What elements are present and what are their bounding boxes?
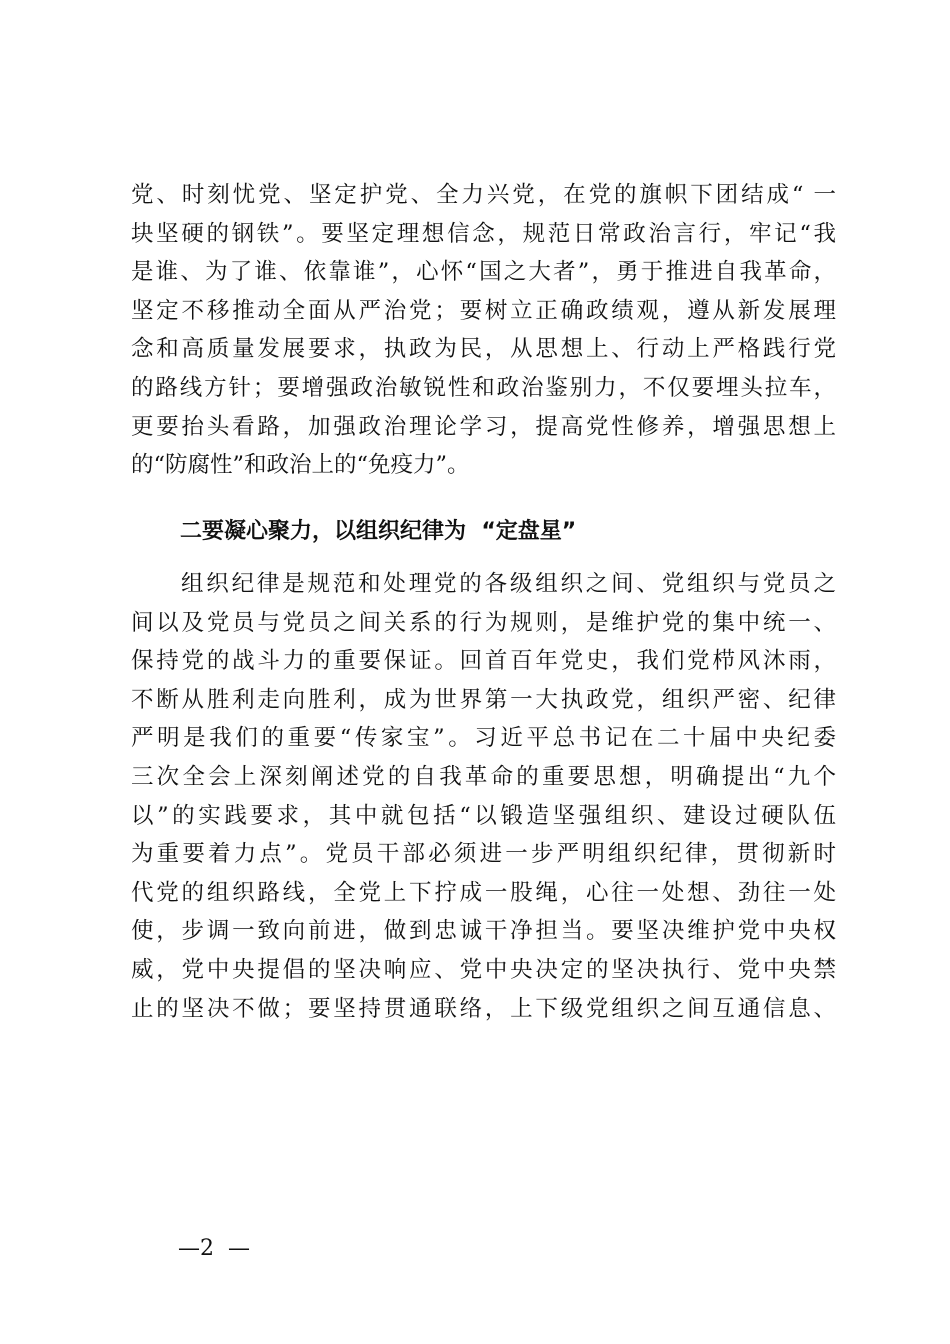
paragraph-line: 止的坚决不做；要坚持贯通联络，上下级党组织之间互通信息、: [131, 995, 836, 1022]
paragraph-line: 不断从胜利走向胜利，成为世界第一大执政党，组织严密、纪律: [131, 686, 836, 713]
paragraph-line: 间以及党员与党员之间关系的行为规则，是维护党的集中统一、: [131, 609, 836, 636]
paragraph-line: 更要抬头看路，加强政治理论学习，提高党性修养，增强思想上: [131, 413, 836, 440]
paragraph-line: 的“防腐性”和政治上的“免疫力”。: [131, 452, 470, 479]
paragraph-line: 严明是我们的重要“传家宝”。习近平总书记在二十届中央纪委: [131, 725, 836, 752]
paragraph-line: 代党的组织路线，全党上下拧成一股绳，心往一处想、劲往一处: [131, 879, 836, 906]
paragraph-line: 组织纪律是规范和处理党的各级组织之间、党组织与党员之: [181, 571, 836, 597]
paragraph-line: 是谁、为了谁、依靠谁”，心怀“国之大者”，勇于推进自我革命，: [131, 259, 836, 286]
paragraph-1: [131, 176, 836, 485]
paragraph-line: 的路线方针；要增强政治敏锐性和政治鉴别力，不仅要埋头拉车，: [131, 374, 836, 401]
paragraph-line: 保持党的战斗力的重要保证。回首百年党史，我们党栉风沐雨，: [131, 648, 836, 675]
paragraph-line: 使，步调一致向前进，做到忠诚干净担当。要坚决维护党中央权: [131, 918, 836, 945]
paragraph-line: 坚定不移推动全面从严治党；要树立正确政绩观，遵从新发展理: [131, 297, 836, 324]
paragraph-line: 三次全会上深刻阐述党的自我革命的重要思想，明确提出“九个: [131, 763, 836, 790]
paragraph-line: 党、时刻忧党、坚定护党、全力兴党，在党的旗帜下团结成“ 一: [131, 182, 836, 208]
paragraph-line: 为重要着力点”。党员干部必须进一步严明组织纪律，贯彻新时: [131, 841, 836, 868]
paragraph-line: 念和高质量发展要求，执政为民，从思想上、行动上严格践行党: [131, 336, 836, 363]
section-heading: 二要凝心聚力，以组织纪律为 “定盘星”: [180, 519, 577, 544]
paragraph-line: 块坚硬的钢铁”。要坚定理想信念，规范日常政治言行，牢记“我: [131, 220, 836, 247]
page-number: —2 —: [178, 1236, 250, 1261]
paragraph-line: 威，党中央提倡的坚决响应、党中央决定的坚决执行、党中央禁: [131, 956, 836, 983]
paragraph-line: 以”的实践要求，其中就包括“以锻造坚强组织、建设过硬队伍: [131, 802, 836, 829]
paragraph-2: [131, 565, 836, 1028]
